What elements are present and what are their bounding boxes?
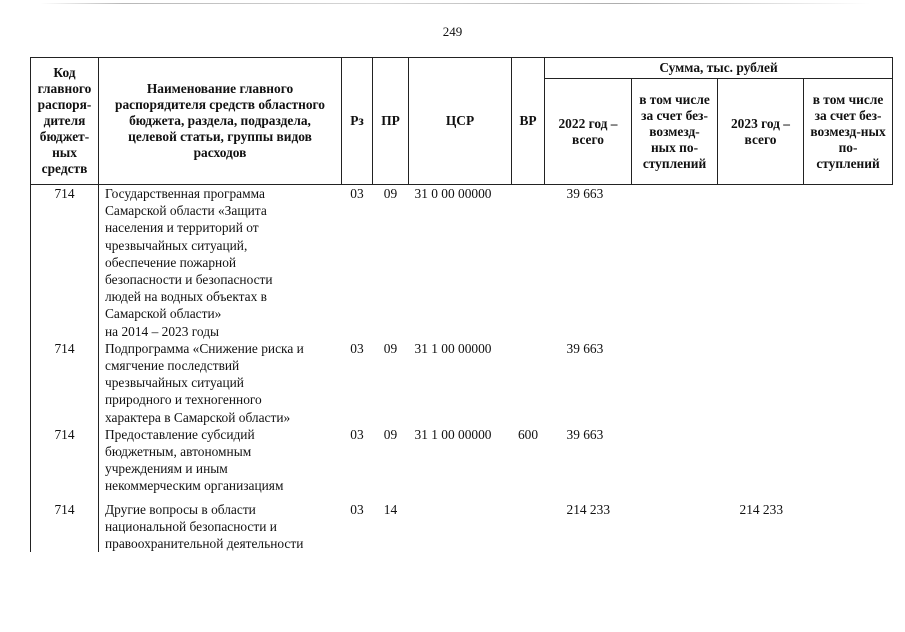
- name-line: населения и территорий от: [105, 220, 259, 236]
- cell-name: [99, 495, 342, 553]
- name-line: национальной безопасности и: [105, 518, 277, 534]
- cell-csr: 31 1 00 00000: [414, 340, 492, 356]
- cell-2023-total: [718, 185, 804, 340]
- name-line: Самарской области «Защита: [105, 203, 267, 219]
- name-line: природного и техногенного: [105, 392, 262, 408]
- cell-vr: 600: [517, 426, 539, 442]
- cell-rz: 03: [350, 186, 364, 201]
- name-line: людей на водных объектах в: [105, 289, 267, 305]
- name-line: обеспечение пожарной: [105, 254, 237, 270]
- name-line: чрезвычайных ситуаций: [105, 375, 244, 391]
- cell-2023-total: 214 233: [739, 501, 784, 517]
- cell-rz: 03: [350, 426, 364, 442]
- header-sum-group: Сумма, тыс. рублей: [545, 58, 893, 79]
- cell-2022-grants: [632, 426, 718, 495]
- name-line: правоохранительной деятельности: [105, 536, 304, 552]
- cell-2022-grants: [632, 340, 718, 426]
- cell-code: 714: [31, 426, 99, 495]
- cell-pr: 14: [383, 501, 398, 517]
- cell-2023-grants: [804, 340, 893, 426]
- cell-csr: 31 0 00 00000: [414, 186, 492, 201]
- cell-2022-total: 214 233: [566, 501, 611, 517]
- cell-2023-total: [718, 426, 804, 495]
- header-code: Код главного распоря-дителя бюджет-ных средств: [31, 58, 99, 185]
- cell-vr: [512, 340, 545, 426]
- name-line: безопасности и безопасности: [105, 272, 273, 288]
- header-2023-total: 2023 год – всего: [718, 79, 804, 185]
- name-line: Самарской области»: [105, 306, 222, 322]
- cell-2022-total: 39 663: [566, 426, 604, 442]
- table-row: [31, 495, 893, 553]
- cell-name: [99, 340, 342, 426]
- cell-code: 714: [31, 185, 99, 340]
- header-2023-grants: в том числе за счет без-возмезд-ных по-ступлений: [804, 79, 893, 185]
- name-line: на 2014 – 2023 годы: [105, 323, 220, 339]
- header-csr: ЦСР: [409, 58, 512, 185]
- name-line: учреждениям и иным: [105, 461, 228, 477]
- cell-2022-total: 39 663: [566, 340, 604, 356]
- cell-2023-grants: [804, 426, 893, 495]
- cell-rz: 03: [350, 501, 364, 517]
- cell-2022-grants: [632, 495, 718, 553]
- cell-name: [99, 185, 342, 340]
- budget-table: [30, 57, 893, 552]
- name-line: характера в Самарской области»: [105, 409, 291, 425]
- name-line: Другие вопросы в области: [105, 501, 256, 517]
- name-line: Подпрограмма «Снижение риска и: [105, 340, 304, 356]
- cell-pr: 09: [383, 426, 398, 442]
- header-name: Наименование главного распорядителя средств областного бюджета, раздела, подраздела, целевой статьи, группы видов расходов: [99, 58, 342, 185]
- scan-artifact-line: [40, 3, 870, 4]
- table-row: [31, 426, 893, 495]
- cell-2022-total: 39 663: [566, 186, 604, 201]
- page-number: 249: [442, 24, 463, 39]
- table-row: [31, 340, 893, 426]
- name-line: смягчение последствий: [105, 358, 240, 374]
- cell-vr: [512, 495, 545, 553]
- cell-pr: 09: [383, 340, 398, 356]
- cell-code: 714: [31, 495, 99, 553]
- header-pr: ПР: [373, 58, 409, 185]
- cell-csr: [409, 495, 512, 553]
- cell-2023-grants: [804, 185, 893, 340]
- cell-2023-total: [718, 340, 804, 426]
- header-vr: ВР: [512, 58, 545, 185]
- cell-name: [99, 426, 342, 495]
- header-2022-total: 2022 год – всего: [545, 79, 632, 185]
- name-line: бюджетным, автономным: [105, 444, 252, 460]
- cell-2023-grants: [804, 495, 893, 553]
- name-line: Государственная программа: [105, 186, 265, 201]
- cell-2022-grants: [632, 185, 718, 340]
- header-2022-grants: в том числе за счет без-возмезд-ных по-ступлений: [632, 79, 718, 185]
- table-body: [31, 185, 893, 553]
- table-row: [31, 185, 893, 340]
- cell-pr: 09: [383, 186, 398, 201]
- name-line: Предоставление субсидий: [105, 426, 255, 442]
- name-line: чрезвычайных ситуаций,: [105, 237, 248, 253]
- cell-code: 714: [31, 340, 99, 426]
- cell-rz: 03: [350, 340, 364, 356]
- name-line: некоммерческим организациям: [105, 478, 284, 494]
- header-rz: Рз: [342, 58, 373, 185]
- cell-csr: 31 1 00 00000: [414, 426, 492, 442]
- cell-vr: [512, 185, 545, 340]
- table-header: [31, 58, 893, 185]
